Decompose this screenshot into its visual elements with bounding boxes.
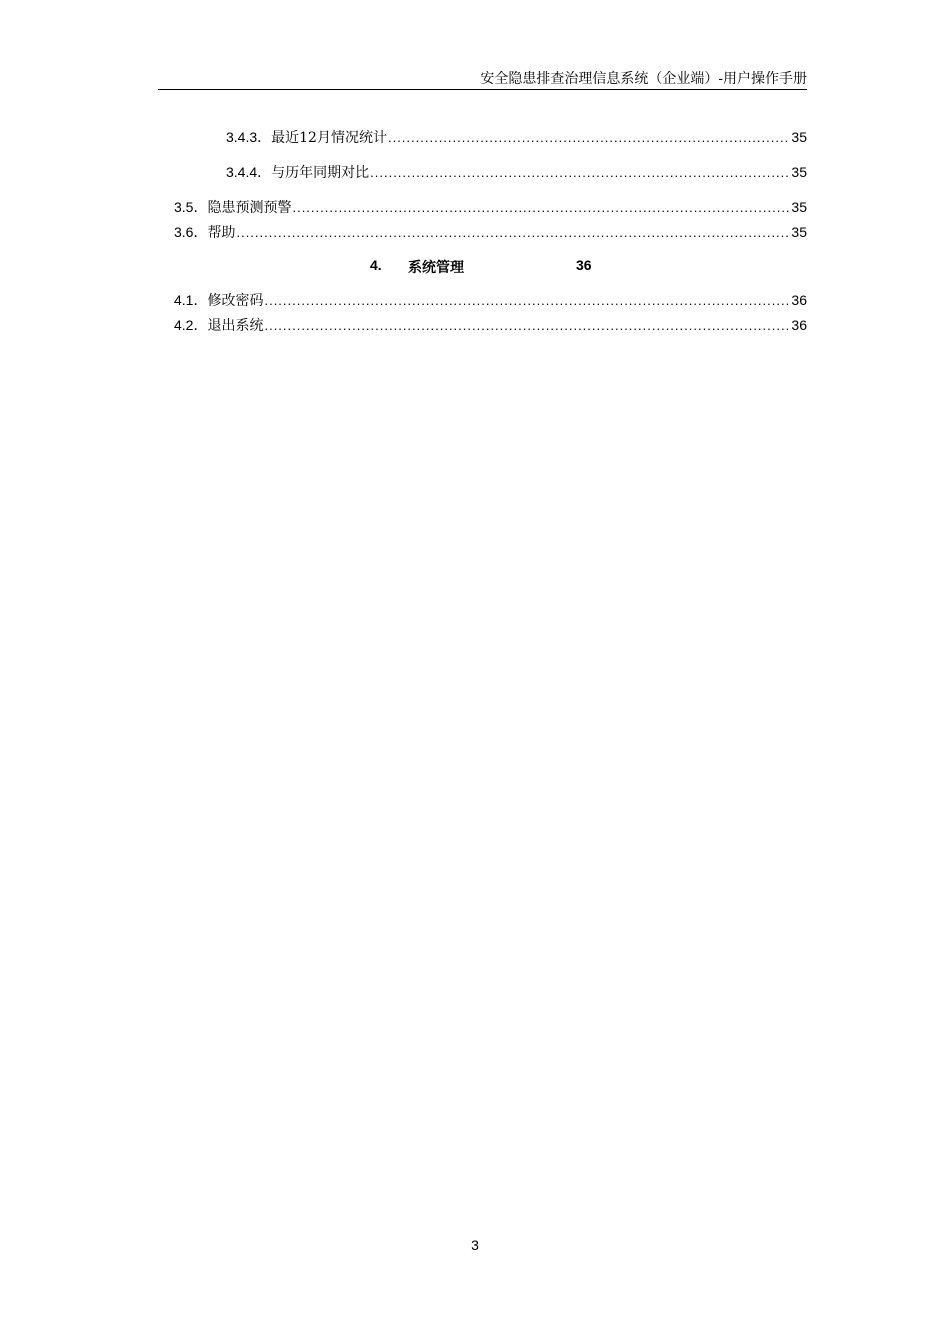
- toc-entry[interactable]: [174, 290, 807, 310]
- toc-entry[interactable]: [226, 127, 807, 147]
- toc-leader-dots: [264, 318, 790, 333]
- page-header: [158, 66, 807, 90]
- toc-leader-dots: [388, 130, 790, 145]
- chapter-title: 系统管理: [408, 259, 464, 275]
- toc-entry-title: 最近12月情况统计: [271, 130, 387, 146]
- toc-entry[interactable]: [174, 222, 807, 242]
- toc-entry-number: 3.4.4．: [226, 164, 272, 180]
- toc-entry-page: 35: [791, 129, 807, 145]
- toc-entry-number: 3.6．: [174, 224, 208, 240]
- chapter-page: 36: [576, 257, 592, 273]
- page-number: 3: [471, 1237, 479, 1253]
- toc-entry[interactable]: [226, 162, 807, 182]
- toc-entry-title: 与历年同期对比: [271, 165, 370, 181]
- toc-leader-dots: [264, 293, 790, 308]
- toc-entry-page: 36: [791, 317, 807, 333]
- toc-entry-title: 隐患预测预警: [207, 200, 292, 216]
- header-title: 安全隐患排查治理信息系统（企业端）-用户操作手册: [480, 70, 807, 86]
- toc-entry-number: 4.2．: [174, 317, 208, 333]
- chapter-number: 4.: [370, 257, 382, 273]
- toc-entry-number: 3.4.3．: [226, 129, 272, 145]
- toc-leader-dots: [292, 200, 790, 215]
- toc-leader-dots: [370, 165, 790, 180]
- toc-entry-number: 3.5．: [174, 199, 208, 215]
- toc-leader-dots: [236, 225, 790, 240]
- toc-entry-page: 35: [791, 164, 807, 180]
- toc-chapter-entry[interactable]: [370, 257, 600, 277]
- toc-entry-page: 35: [791, 199, 807, 215]
- toc-entry-title: 帮助: [207, 225, 236, 241]
- toc-entry-number: 4.1．: [174, 292, 208, 308]
- toc-entry-page: 35: [791, 224, 807, 240]
- toc-entry-title: 修改密码: [207, 293, 264, 309]
- toc-entry-title: 退出系统: [207, 318, 264, 334]
- toc-entry[interactable]: [174, 315, 807, 335]
- toc-entry-page: 36: [791, 292, 807, 308]
- toc-entry[interactable]: [174, 197, 807, 217]
